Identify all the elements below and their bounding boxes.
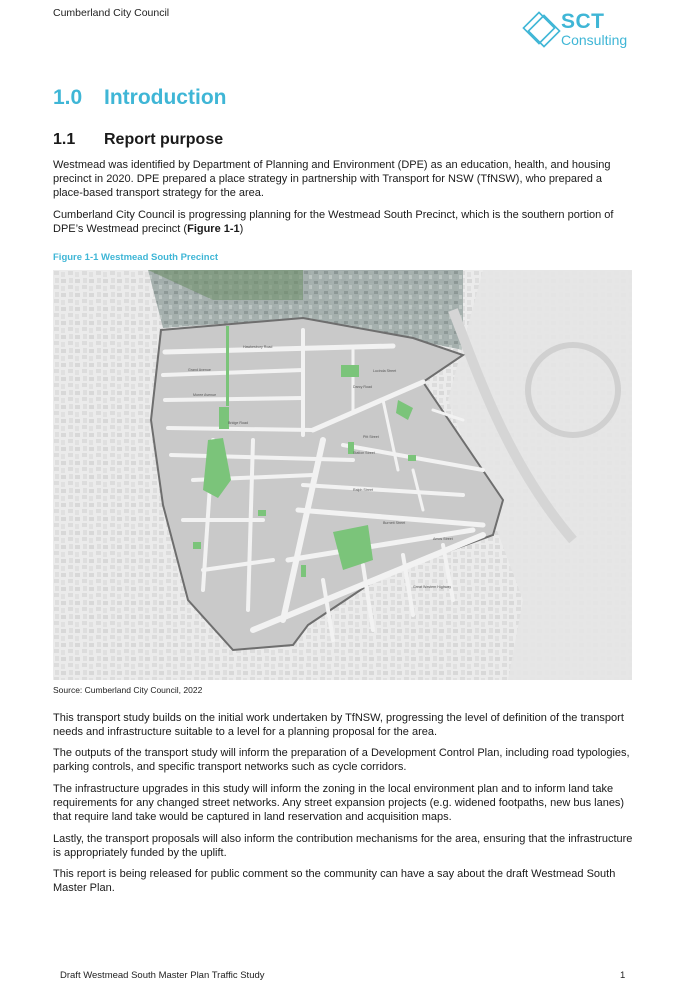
paragraph-tail: ) xyxy=(239,223,244,235)
figure-source: Source: Cumberland City Council, 2022 xyxy=(53,685,203,695)
logo-text-consulting: Consulting xyxy=(561,32,628,48)
street-label: Pitt Street xyxy=(363,435,379,439)
logo-text-sct: SCT xyxy=(561,10,605,33)
paragraph-text: Cumberland City Council is progressing planning for the Westmead South Precinct, which is the southern portion of DPE’s Westmead precinct ( xyxy=(53,209,614,235)
body-paragraph xyxy=(53,867,633,895)
subsection-heading xyxy=(53,131,223,149)
street-label: Bridge Road xyxy=(228,421,248,425)
paragraph: The outputs of the transport study will inform the preparation of a Development Control Plan, including road typologies, parking controls, and specific transport networks such as cycle corridors. xyxy=(53,747,630,773)
street-label: Darcy Road xyxy=(353,385,372,389)
park xyxy=(341,365,359,377)
sct-logo xyxy=(519,8,639,52)
footer-document-title: Draft Westmead South Master Plan Traffic Study xyxy=(60,970,265,981)
logo-diamond-icon xyxy=(519,8,563,52)
precinct-paragraph xyxy=(53,208,633,236)
footer-page-number: 1 xyxy=(620,970,626,981)
header-organization: Cumberland City Council xyxy=(53,7,170,19)
street-label: Lucinda Street xyxy=(373,369,397,373)
street-label: Hawkesbury Road xyxy=(243,345,273,349)
park xyxy=(408,455,416,461)
park xyxy=(226,326,229,406)
park xyxy=(193,542,201,549)
paragraph xyxy=(53,208,633,236)
park xyxy=(301,565,306,577)
figure-caption: Figure 1-1 Westmead South Precinct xyxy=(53,252,219,263)
paragraph: Westmead was identified by Department of Planning and Environment (DPE) as an education, health, and housing precinct in 2020. DPE prepared a place strategy in partnership with Transport for NSW (TfNSW), who prepared a place-based transport strategy for the area. xyxy=(53,159,611,199)
street-label: Burnett Street xyxy=(383,521,406,525)
street-label: Great Western Highway xyxy=(413,585,452,589)
section-heading xyxy=(53,86,226,110)
paragraph: This report is being released for public comment so the community can have a say about the draft Westmead South Master Plan. xyxy=(53,868,616,894)
section-number: 1.0 xyxy=(53,86,83,109)
street-label: Station Street xyxy=(353,451,375,455)
park xyxy=(258,510,266,516)
body-paragraph xyxy=(53,746,633,774)
figure-reference: Figure 1-1 xyxy=(187,223,240,235)
body-paragraph xyxy=(53,782,633,824)
precinct-map xyxy=(53,270,632,680)
street-label: Ralph Street xyxy=(353,488,373,492)
body-paragraph xyxy=(53,711,633,739)
street xyxy=(168,428,313,430)
subsection-title: Report purpose xyxy=(104,131,224,148)
section-title: Introduction xyxy=(104,86,227,109)
subsection-number: 1.1 xyxy=(53,131,76,148)
street-label: Amos Street xyxy=(433,537,453,541)
street xyxy=(165,398,303,400)
intro-paragraph xyxy=(53,158,633,200)
park xyxy=(219,407,229,429)
body-paragraph xyxy=(53,832,633,860)
paragraph: Lastly, the transport proposals will also inform the contribution mechanisms for the area, ensuring that the infrastructure is appropriately funded by the uplift. xyxy=(53,833,633,859)
paragraph: This transport study builds on the initial work undertaken by TfNSW, progressing the level of definition of the transport needs and infrastructure suitable to a level for a planning proposal for the area. xyxy=(53,712,624,738)
paragraph: The infrastructure upgrades in this study will inform the zoning in the local environment plan and to inform land take requirements for any changed street networks. Any street expansion projects (e.g. widened footpaths, new bus lanes) that require land take would be captured in land reservation and acquisition maps. xyxy=(53,783,625,823)
street-label: Moree Avenue xyxy=(193,393,217,397)
street-label: Grand Avenue xyxy=(188,368,211,372)
